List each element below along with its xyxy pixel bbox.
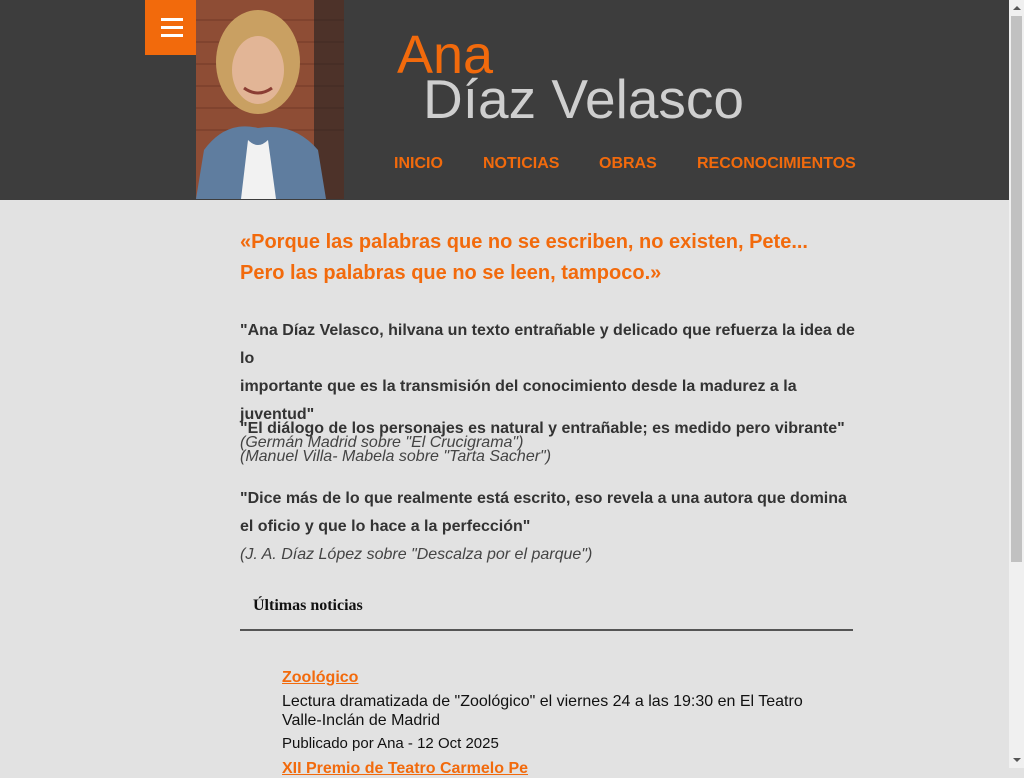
review [240, 485, 860, 569]
news-heading: Últimas noticias [253, 597, 363, 614]
scroll-down-arrow-icon[interactable] [1009, 753, 1024, 768]
review-text: "El diálogo de los personajes es natural y entrañable; es medido pero vibrante" [240, 420, 845, 437]
site-header [0, 0, 1009, 200]
news-item-text: Lectura dramatizada de "Zoológico" el viernes 24 a las 19:30 en El Teatro Valle-Inclán de Madrid [282, 693, 803, 729]
site-title-first-name: Ana [397, 25, 494, 85]
hamburger-menu-icon [161, 18, 183, 21]
nav-item-noticias[interactable]: NOTICIAS [483, 155, 560, 172]
menu-button[interactable] [145, 0, 196, 55]
review [240, 415, 860, 471]
nav-item-obras[interactable]: OBRAS [599, 155, 657, 172]
site-title-last-name: Díaz Velasco [423, 68, 745, 130]
quote-line: Pero las palabras que no se leen, tampoco.» [240, 262, 662, 284]
quote-line: «Porque las palabras que no se escriben, no existen, Pete... [240, 231, 808, 253]
review-source: (Manuel Villa- Mabela sobre "Tarta Sacher") [240, 448, 552, 465]
scrollbar-thumb[interactable] [1011, 16, 1022, 562]
review-source: (J. A. Díaz López sobre "Descalza por el parque") [240, 546, 593, 563]
featured-quote [240, 227, 860, 289]
review-text: importante que es la transmisión del conocimiento desde la madurez a la juventud" [240, 378, 797, 423]
news-item-title-link[interactable]: Zoológico [282, 669, 359, 686]
review-text: el oficio y que lo hace a la perfección" [240, 518, 531, 535]
news-item [282, 668, 822, 752]
divider [240, 629, 853, 631]
nav-item-inicio[interactable]: INICIO [394, 155, 443, 172]
review-text: "Dice más de lo que realmente está escrito, eso revela a una autora que domina [240, 490, 847, 507]
news-item-title-link[interactable]: XII Premio de Teatro Carmelo Pe [282, 760, 529, 777]
vertical-scrollbar[interactable] [1009, 0, 1024, 768]
review-source: (Germán Madrid sobre "El Crucigrama") [240, 434, 524, 451]
author-photo [196, 0, 344, 199]
scroll-up-arrow-icon[interactable] [1009, 0, 1024, 15]
news-item-meta: Publicado por Ana - 12 Oct 2025 [282, 735, 499, 752]
review-text: "Ana Díaz Velasco, hilvana un texto entrañable y delicado que refuerza la idea de lo [240, 322, 855, 367]
nav-item-reconocimientos[interactable]: RECONOCIMIENTOS [697, 155, 856, 172]
